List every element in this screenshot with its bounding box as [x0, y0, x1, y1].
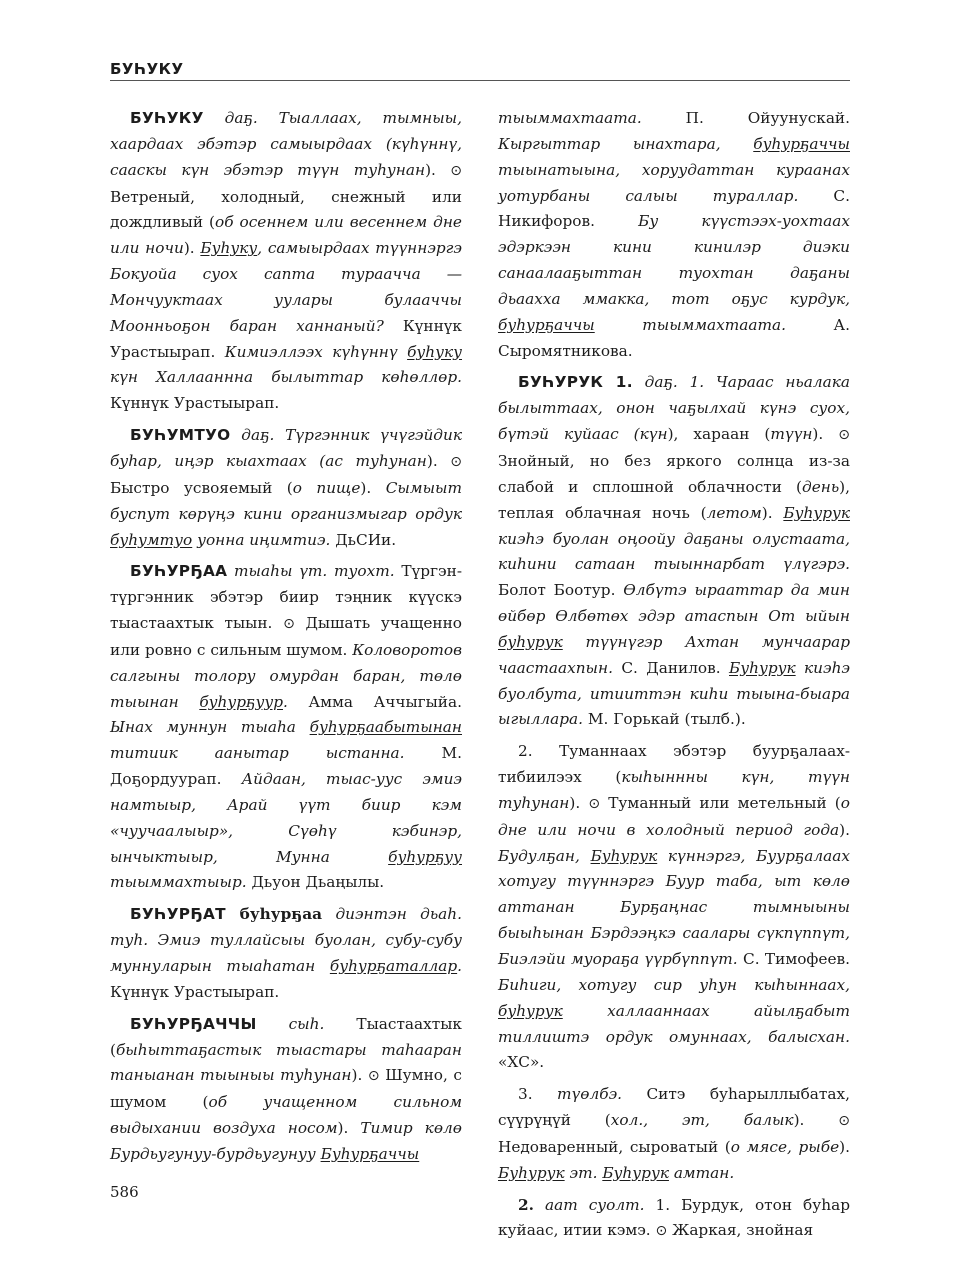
header-rule [110, 80, 850, 81]
source: С. Данилов. [612, 658, 729, 677]
entry-bukurgat: БУҺУРҔАТ буһурҕаа диэнтэн дьаһ. туһ. Эмиэ туллайсыы буолан, субу-субу муннуларын тыаһатан буһурҕаталлар. Күннүк Урастыырап. [110, 905, 462, 1001]
entry-bukurgachchy-continued: тыыммахтаата. П. Ойуунускай. Кыргыттар ынахтара, буһурҕаччы тыынатыына, хоруудаттан кураанах уотурбаны салыы тураллар. С. Никифоров. Бу күүстээх-уохтаах эдэркээн кини кинилэр диэки санаалааҕыттан туохтан даҕаны дьаахха ммакка, тот оҕус курдук, буһурҕаччы тыыммахтаата. А. Сыромятникова. [498, 109, 850, 360]
headword: БУҺУРҔАЧЧЫ [130, 1014, 257, 1033]
headword: БУҺУРУК 1. [518, 373, 633, 392]
entry-bukurgaa: БУҺУРҔАА тыаһы үт. туохт. Түргэн-түргэнник эбэтэр биир тэңник күүскэ тыастаахтык тыын. ⊙ Дышать учащенно или ровно с сильным шумом. Коловоротов салгыны толору омурдан баран, төлө тыынан буһурҕуур. Амма Аччыгыйа. Ынах муннун тыаһа буһурҕаабытынан титиик аанытар ыстанна. М. Доҕордуурап. Айдаан, тыас-уус эмиэ намтыыр, Арай үүт биир кэм «чуучаалыыр», Сүөһү кэбинэр, ынчыктыыр, Мунна буһурҕуу тыыммахтыыр. Дьуон Дьаңылы. [110, 562, 463, 892]
headword: БУҺУРҔАТ [130, 905, 226, 924]
circle-mark-icon: ⊙ [838, 1113, 850, 1130]
headword: БУҺУКУ [130, 109, 204, 127]
left-column [110, 106, 462, 1174]
running-head: БУҺУКУ [110, 60, 184, 78]
source: Дьуон Дьаңылы. [246, 873, 385, 892]
source: Болот Боотур. [498, 581, 624, 600]
circle-mark-icon: ⊙ [367, 1068, 380, 1085]
circle-mark-icon: ⊙ [588, 795, 601, 812]
entry-bukuruk-2: 2. аат суолт. 1. Бурдук, отон буһар куйаас, итии кэмэ. ⊙ Жаркая, знойная [498, 1195, 850, 1240]
source: М. Доҕордуурап. [110, 744, 463, 789]
source: ДьСИи. [330, 530, 397, 549]
source: С. Никифоров. [498, 186, 850, 231]
circle-mark-icon: ⊙ [655, 1223, 668, 1240]
entry-bukuruk-sense-3: 3. түөлбэ. Ситэ буһарыллыбатах, сүүрүңүй (хол., эт, балык). ⊙ Недоваренный, сыроватый (о мясе, рыбе). Буһурук эт. Буһурук амтан. [498, 1085, 850, 1182]
circle-mark-icon: ⊙ [838, 427, 850, 444]
headword: БУҺУРҔАА [130, 562, 228, 581]
entry-bukumtuo: БУҺУМТУО даҕ. Түргэнник үчүгэйдик буһар, иңэр кыахтаах (ас туһунан). ⊙ Быстро усвояемый (о пище). Сымыыт буспут көрүңэ кини организмыгар ордук буһумтуо уонна иңимтиэ. ДьСИи. [110, 426, 462, 549]
entry-bukuku: БУҺУКУ даҕ. Тыаллаах, тымныы, хаардаах эбэтэр самыырдаах (күһүннү, сааскы күн эбэтэр түүн туһунан). ⊙ Ветреный, холодный, снежный или дождливый (об осеннем или весеннем дне или ночи). Буһуку, самыырдаах түүннэргэ Бокуойа суох сапта тураачча — Мончууктаах уулары булааччы Моонньоҕон баран ханнаный? Күннүк Урастыырап. Кимиэллээх күһүннү буһуку күн Халлааннна былыттар көһөллөр. Күннүк Урастыырап. [110, 109, 463, 413]
entry-bukuruk-sense-2: 2. Туманнаах эбэтэр буурҕалаах-тибиилээх (кыһыннны күн, түүн туһунан). ⊙ Туманный или метельный (о дне или ночи в холодный период года). Будулҕан, Буһурук күннэргэ, Буурҕалаах хотугу түүннэргэ Буур таба, ыт көлө аттанан Бурҕаңнас тымныыны быыһынан Бэрдээңкэ саалары сүкпүппүт, Биэлэйи муораҕа үүрбүппүт. С. Тимофеев. Биһиги, хотугу сир уһун кыһыннаах, буһурук халлааннаах айылҕабыт тиллиштэ ордук омуннаах, балысхан. «ХС». [498, 742, 850, 1072]
source: А. Сыромятникова. [498, 315, 850, 360]
headword: БУҺУМТУО [130, 426, 231, 445]
page-number: 586 [110, 1183, 139, 1201]
source: М. Горькай (тылб.). [583, 710, 746, 729]
circle-mark-icon: ⊙ [450, 453, 462, 470]
source: Күннүк Урастыырап. [110, 394, 280, 413]
entry-bukurgachchy: БУҺУРҔАЧЧЫ сыһ. Тыастаахтык (быһыттаҕастык тыастары таһааран таныанан тыыныы туһунан). ⊙ Шумно, с шумом (об учащенном сильном выдыхании воздуха носом). Тимир көлө Бурдьугунуу-бурдьугунуу Буһурҕаччы [110, 1014, 462, 1163]
circle-mark-icon: ⊙ [450, 162, 462, 179]
source: Күннүк Урастыырап. [110, 316, 462, 361]
source: Амма Аччыгыйа. [287, 692, 462, 711]
source: «ХС». [498, 1053, 545, 1072]
circle-mark-icon: ⊙ [283, 616, 295, 633]
homonym-number: 2. [518, 1195, 534, 1214]
source: Күннүк Урастыырап. [110, 982, 280, 1001]
source: С. Тимофеев. [737, 950, 850, 968]
entry-bukuruk-sense-1: БУҺУРУК 1. даҕ. 1. Чараас ньалака былыттаах, онон чаҕылхай күнэ суох, бүтэй куйаас (күн), хараан (түүн). ⊙ Знойный, но без яркого солнца из-за слабой и сплошной облачности (день), теплая облачная ночь (летом). Буһурук киэһэ буолан оңоойу даҕаны олустаата, киһини сатаан тыыннарбат үлүгэрэ. Болот Боотур. Өлбүтэ ырааттар да мин өйбөр Өлбөтөх эдэр атаспын От ыйын буһурук түүнүгэр Ахтан мунчаарар чаастаахпын. С. Данилов. Буһурук киэһэ буолбута, итииттэн киһи тыына-быара ыгыллара. М. Горькай (тылб.). [498, 373, 850, 729]
right-column [498, 106, 850, 1251]
source: П. Ойуунускай. [641, 109, 850, 127]
